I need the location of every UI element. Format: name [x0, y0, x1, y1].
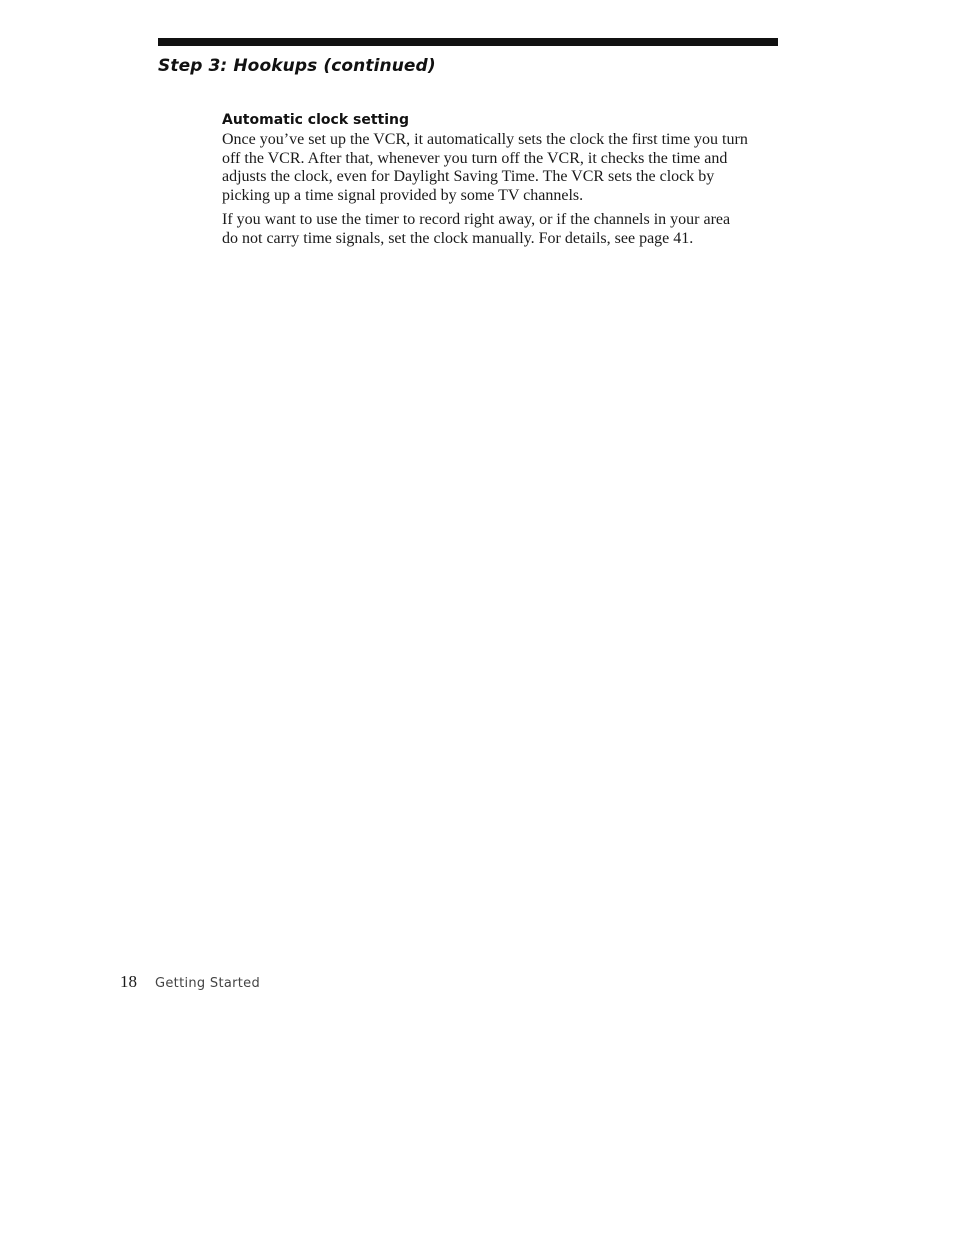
body-paragraph: Once you’ve set up the VCR, it automatically sets the clock the first time you turn off the VCR. After that, whenever you turn off the VCR, it checks the time and adjusts the clock, even for Daylight Saving Time. The VCR sets the clock by picking up a time signal provided by some TV channels.	[222, 131, 748, 204]
page-footer	[120, 972, 260, 992]
footer-section-name: Getting Started	[155, 976, 261, 991]
page-title: Step 3: Hookups (continued)	[158, 56, 436, 76]
header-rule	[158, 38, 778, 46]
section-heading: Automatic clock setting	[222, 112, 410, 128]
body-paragraph: If you want to use the timer to record right away, or if the channels in your area do not carry time signals, set the clock manually. For details, see page 41.	[222, 211, 731, 247]
page-number: 18	[120, 972, 137, 991]
